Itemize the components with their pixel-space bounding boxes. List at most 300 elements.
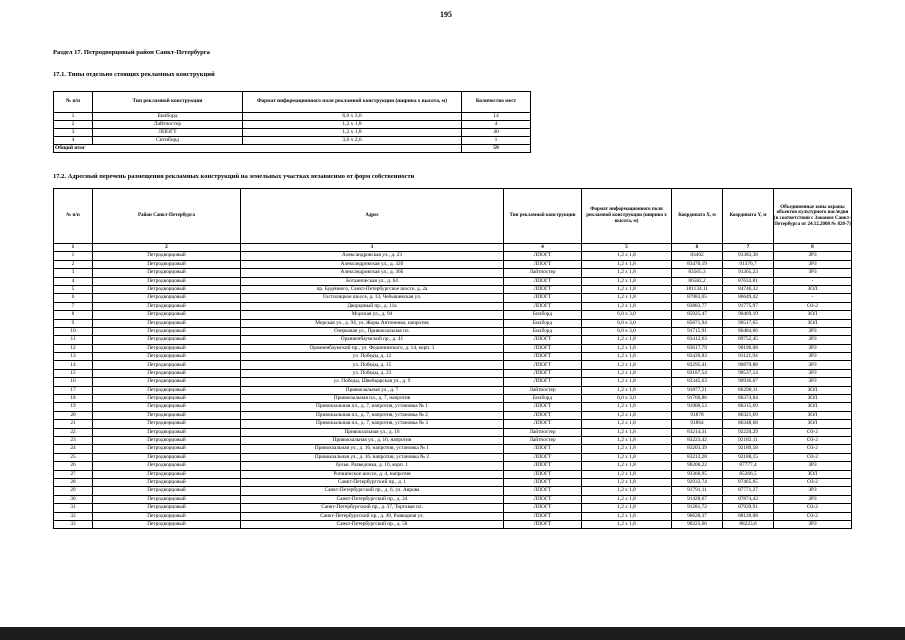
table-cell: 5 bbox=[54, 285, 93, 293]
table-cell: 3 bbox=[54, 129, 93, 137]
column-number-cell: 7 bbox=[723, 244, 774, 252]
page-number: 195 bbox=[440, 10, 452, 19]
table-row bbox=[54, 428, 852, 436]
table-cell: 90537,54 bbox=[723, 369, 774, 377]
table-cell: Лайтпостер bbox=[504, 428, 582, 436]
table-cell: 1,2 х 1,8 bbox=[582, 252, 672, 260]
table-row bbox=[54, 520, 852, 528]
table-cell: 1,2 х 1,8 bbox=[582, 420, 672, 428]
table-cell: ЗОЛ bbox=[774, 420, 852, 428]
table-cell: 33 bbox=[54, 520, 93, 528]
table-row bbox=[54, 269, 852, 277]
table-cell: 4 bbox=[54, 137, 93, 145]
table-cell: Петродворцовый bbox=[93, 478, 241, 486]
table-cell: - bbox=[774, 294, 852, 302]
table-cell: 83439,83 bbox=[672, 353, 723, 361]
table-cell: 1,2 х 1,8 bbox=[582, 487, 672, 495]
table-cell: 2 bbox=[54, 121, 93, 129]
types-total-label: Общий итог bbox=[54, 145, 462, 153]
table-cell: 83295,41 bbox=[672, 361, 723, 369]
table-cell: 91760,86 bbox=[672, 395, 723, 403]
table-cell: ЗРЗ bbox=[774, 336, 852, 344]
table-cell: Петродворцовый bbox=[93, 353, 241, 361]
table-cell: ОЗ-2 bbox=[774, 445, 852, 453]
table-row bbox=[54, 378, 852, 386]
addresses-header-cell: Координата Y, м bbox=[723, 189, 774, 244]
table-cell: ЛПОГТ bbox=[504, 252, 582, 260]
table-row bbox=[54, 478, 852, 486]
table-cell: Морская ул., д. 94 bbox=[241, 311, 504, 319]
column-number-cell: 2 bbox=[93, 244, 241, 252]
table-cell: Петродворцовый bbox=[93, 436, 241, 444]
table-cell: Озерковая ул., Привокзальная пл. bbox=[241, 327, 504, 335]
table-cell: Привокзальная ул., д. 16, напротив, установка № 1 bbox=[241, 445, 504, 453]
table-cell: ОЗ-2 bbox=[774, 436, 852, 444]
table-cell: ОЗ-2 bbox=[774, 512, 852, 520]
table-cell: 90196,08 bbox=[723, 344, 774, 352]
table-cell: Ораниенбаумский пр., д. 41 bbox=[241, 336, 504, 344]
table-cell: Санкт-Петербургский пр., д. 1 bbox=[241, 478, 504, 486]
table-cell: ЗРЗ bbox=[774, 462, 852, 470]
table-row bbox=[54, 512, 852, 520]
table-cell: ЛПОГТ bbox=[504, 520, 582, 528]
table-cell: 1 bbox=[54, 113, 93, 121]
table-cell: 12 bbox=[54, 344, 93, 352]
table-cell: 83345,63 bbox=[672, 378, 723, 386]
table-row bbox=[54, 285, 852, 293]
column-number-cell: 1 bbox=[54, 244, 93, 252]
table-cell: ЛПОГТ bbox=[504, 470, 582, 478]
table-cell: 1,2 х 1,8 bbox=[243, 129, 462, 137]
table-cell: ОЗ-2 bbox=[774, 453, 852, 461]
table-cell: Петродворцовый bbox=[93, 311, 241, 319]
table-cell: ЗРЗ bbox=[774, 269, 852, 277]
table-cell: Петродворцовый bbox=[93, 386, 241, 394]
table-cell: 1,2 х 1,8 bbox=[582, 285, 672, 293]
table-row bbox=[54, 420, 852, 428]
table-cell: ЛПОГТ bbox=[504, 420, 582, 428]
table-row bbox=[54, 495, 852, 503]
addresses-header-cell: № п/п bbox=[54, 189, 93, 244]
table-cell: Привокзальная пл., д. 7, напротив bbox=[241, 395, 504, 403]
table-cell: 19 bbox=[54, 403, 93, 411]
table-cell: 87771,27 bbox=[723, 487, 774, 495]
table-cell: 1,2 х 1,8 bbox=[582, 336, 672, 344]
table-row bbox=[54, 129, 531, 137]
table-cell: 83617,79 bbox=[672, 344, 723, 352]
table-cell: 1,2 х 1,8 bbox=[582, 462, 672, 470]
table-cell: Петродворцовый bbox=[93, 512, 241, 520]
table-cell: Петродворцовый bbox=[93, 504, 241, 512]
table-cell: 87983,65 bbox=[672, 294, 723, 302]
table-cell: 83187,54 bbox=[672, 369, 723, 377]
table-cell: Петродворцовый bbox=[93, 336, 241, 344]
table-cell: 83470,19 bbox=[672, 260, 723, 268]
table-row bbox=[54, 462, 852, 470]
table-cell: Петродворцовый bbox=[93, 462, 241, 470]
table-cell: 1,2 х 1,8 bbox=[582, 369, 672, 377]
table-cell: ОЗ-2 bbox=[774, 504, 852, 512]
table-row bbox=[54, 353, 852, 361]
table-cell: Привокзальная пл., д. 7, напротив, установка № 2 bbox=[241, 411, 504, 419]
table-cell: 6 bbox=[54, 294, 93, 302]
table-cell: 3,6 х 2,6 bbox=[243, 137, 462, 145]
table-cell: 91900,53 bbox=[672, 403, 723, 411]
table-cell: Дворцовый пр., д. 11а bbox=[241, 302, 504, 310]
table-row bbox=[54, 260, 852, 268]
table-cell: ЛПОГТ bbox=[504, 487, 582, 495]
table-row bbox=[54, 336, 852, 344]
table-row bbox=[54, 344, 852, 352]
table-cell: 9 bbox=[54, 319, 93, 327]
table-cell: 1,2 х 1,8 bbox=[582, 386, 672, 394]
table-cell: 24 bbox=[54, 445, 93, 453]
table-row bbox=[54, 113, 531, 121]
addresses-table-title: 17.2. Адресный перечень размещения рекламных конструкций на земельных участках независимо от форм собственности bbox=[53, 173, 415, 180]
table-cell: ул. Победы, Швейцарская ул., д. 9 bbox=[241, 378, 504, 386]
table-cell: Петродворцовый bbox=[93, 269, 241, 277]
table-cell: ул. Победы, д. 15 bbox=[241, 361, 504, 369]
table-cell: 1,2 х 1,8 bbox=[582, 428, 672, 436]
types-header-cell: Формат информационного поля рекламной конструкции (ширина х высота, м) bbox=[243, 92, 462, 113]
table-cell: 28 bbox=[54, 478, 93, 486]
table-cell: Ропшинское шоссе, д. 4, напротив bbox=[241, 470, 504, 478]
table-cell: Привокзальная ул., д. 16, напротив bbox=[241, 436, 504, 444]
table-cell: 86321,69 bbox=[723, 411, 774, 419]
table-cell: 1,2 х 1,8 bbox=[582, 344, 672, 352]
table-cell: ЗРЗ bbox=[774, 252, 852, 260]
table-row bbox=[54, 319, 852, 327]
table-cell: Александровская ул., д. 32б bbox=[241, 260, 504, 268]
addresses-table bbox=[53, 188, 852, 529]
table-row bbox=[54, 487, 852, 495]
table-cell: ЛПОГТ bbox=[504, 403, 582, 411]
table-cell: Петродворцовый bbox=[93, 294, 241, 302]
table-cell: Ботаническая ул., д. 64 bbox=[241, 277, 504, 285]
table-cell: Петродворцовый bbox=[93, 495, 241, 503]
table-cell: ЛПОГТ bbox=[504, 260, 582, 268]
table-cell: 1,2 х 1,8 bbox=[582, 470, 672, 478]
table-cell: Привокзальная ул., д. 7 bbox=[241, 386, 504, 394]
table-cell: 85266,5 bbox=[723, 470, 774, 478]
table-cell: ЛПОГТ bbox=[504, 336, 582, 344]
table-cell: 87777,4 bbox=[723, 462, 774, 470]
table-cell: Гостилицкое шоссе, д. 13, Чебышевская ул. bbox=[241, 294, 504, 302]
table-row bbox=[54, 445, 852, 453]
table-row bbox=[54, 470, 852, 478]
table-cell: 91376,7 bbox=[723, 260, 774, 268]
table-cell: Петродворцовый bbox=[93, 428, 241, 436]
table-cell: ЛПОГТ bbox=[504, 512, 582, 520]
table-cell: 1,2 х 1,8 bbox=[582, 403, 672, 411]
table-cell: Привокзальная ул., д. 16 bbox=[241, 428, 504, 436]
types-header-row bbox=[54, 92, 531, 113]
table-cell: 90469,19 bbox=[723, 311, 774, 319]
table-cell: 6,0 х 3,0 bbox=[582, 395, 672, 403]
table-cell: 1,2 х 1,8 bbox=[582, 411, 672, 419]
table-cell: ЗРЗ bbox=[774, 520, 852, 528]
table-cell: 83883,77 bbox=[672, 302, 723, 310]
table-cell: ЛПОГТ bbox=[504, 302, 582, 310]
table-cell: Морская ул., д. 94, ул. Жоры Антоненко, напротив bbox=[241, 319, 504, 327]
table-cell: ЗРЗ bbox=[774, 260, 852, 268]
table-cell: 84746,32 bbox=[723, 285, 774, 293]
table-cell: 85925,47 bbox=[672, 311, 723, 319]
table-cell: ул. Победы, д. 23 bbox=[241, 369, 504, 377]
table-cell: ЛПОГТ bbox=[504, 353, 582, 361]
table-cell: ЛПОГТ bbox=[504, 294, 582, 302]
table-cell: 1,2 х 1,8 bbox=[582, 277, 672, 285]
table-row bbox=[54, 361, 852, 369]
table-cell: 21 bbox=[54, 420, 93, 428]
table-cell: 1,2 х 1,8 bbox=[582, 445, 672, 453]
table-cell: Санкт-Петербургский пр., д. 58 bbox=[241, 520, 504, 528]
table-cell: 32 bbox=[54, 512, 93, 520]
table-cell: 92189,58 bbox=[723, 445, 774, 453]
table-cell: ЗРЗ bbox=[774, 487, 852, 495]
table-cell: Петродворцовый bbox=[93, 252, 241, 260]
table-cell: Петродворцовый bbox=[93, 327, 241, 335]
table-cell: 83214,31 bbox=[672, 428, 723, 436]
table-cell: ул. Победы, д. 12 bbox=[241, 353, 504, 361]
table-cell: ЛПОГТ bbox=[504, 344, 582, 352]
table-cell: 91877,21 bbox=[672, 386, 723, 394]
table-cell: 1,2 х 1,8 bbox=[582, 495, 672, 503]
table-cell: 92182,11 bbox=[723, 436, 774, 444]
table-cell: ЗРЗ bbox=[774, 361, 852, 369]
table-cell: Петродворцовый bbox=[93, 302, 241, 310]
table-cell: ЛПОГТ bbox=[504, 453, 582, 461]
table-cell: 93366,95 bbox=[672, 470, 723, 478]
table-cell: ЛПОГТ bbox=[504, 504, 582, 512]
table-cell: Петродворцовый bbox=[93, 285, 241, 293]
table-cell: Санкт-Петербургский пр., д. 24 bbox=[241, 495, 504, 503]
table-cell: Петродворцовый bbox=[93, 369, 241, 377]
table-cell: 14 bbox=[54, 361, 93, 369]
table-row bbox=[54, 403, 852, 411]
table-cell: 1 bbox=[462, 137, 531, 145]
table-cell: 10 bbox=[54, 327, 93, 335]
table-cell: Привокзальная пл., д. 7, напротив, установка № 1 bbox=[241, 403, 504, 411]
table-cell: 86315,69 bbox=[723, 403, 774, 411]
table-row bbox=[54, 436, 852, 444]
table-cell: пр. Будённого, Санкт-Петербургское шоссе, д. 2а bbox=[241, 285, 504, 293]
table-cell: 91864 bbox=[672, 420, 723, 428]
table-cell: 91365,23 bbox=[723, 269, 774, 277]
table-cell: 83223,42 bbox=[672, 436, 723, 444]
table-cell: 83402 bbox=[672, 252, 723, 260]
table-cell: ОЗ-2 bbox=[774, 302, 852, 310]
addresses-header-cell: Координата X, м bbox=[672, 189, 723, 244]
table-cell: ОЗ-2 bbox=[774, 428, 852, 436]
types-table bbox=[53, 91, 531, 153]
table-row bbox=[54, 504, 852, 512]
table-cell: Петродворцовый bbox=[93, 395, 241, 403]
table-cell: 1,2 х 1,8 bbox=[582, 361, 672, 369]
table-cell: 1,2 х 1,8 bbox=[582, 520, 672, 528]
addresses-header-row bbox=[54, 189, 852, 244]
table-cell: ЛПОГТ bbox=[504, 495, 582, 503]
table-cell: ЛПОГТ bbox=[504, 285, 582, 293]
table-cell: Санкт-Петербургский пр., д. 37, Торговая пл. bbox=[241, 504, 504, 512]
table-cell: 91715,91 bbox=[672, 327, 723, 335]
table-cell: ЗОЛ bbox=[774, 311, 852, 319]
table-cell: 3 bbox=[54, 269, 93, 277]
table-cell: Петродворцовый bbox=[93, 470, 241, 478]
table-row bbox=[54, 386, 852, 394]
types-header-cell: № п/п bbox=[54, 92, 93, 113]
table-cell: Санкт-Петербургский пр., д. 6, ул. Аврова bbox=[241, 487, 504, 495]
table-cell: ЗОЛ bbox=[774, 319, 852, 327]
table-row bbox=[54, 277, 852, 285]
table-cell: 86374,84 bbox=[723, 395, 774, 403]
types-table-body bbox=[54, 113, 531, 145]
table-cell: 7 bbox=[54, 302, 93, 310]
table-row bbox=[54, 121, 531, 129]
table-row bbox=[54, 395, 852, 403]
table-row bbox=[54, 453, 852, 461]
table-cell: 1,2 х 1,8 bbox=[582, 478, 672, 486]
table-cell: 23 bbox=[54, 436, 93, 444]
table-cell: - bbox=[774, 277, 852, 285]
table-cell: 86290,11 bbox=[723, 386, 774, 394]
table-cell: Ораниенбаумский пр., ул. Федюнинского, д. 14, корп. 1 bbox=[241, 344, 504, 352]
table-cell: 87939,91 bbox=[723, 504, 774, 512]
table-cell: ЛПОГТ bbox=[93, 129, 243, 137]
table-cell: 1,2 х 1,8 bbox=[582, 512, 672, 520]
table-row bbox=[54, 327, 852, 335]
addresses-table-body bbox=[54, 244, 852, 529]
table-cell: 86348,68 bbox=[723, 420, 774, 428]
table-cell: 26 bbox=[54, 462, 93, 470]
table-cell: Петродворцовый bbox=[93, 520, 241, 528]
table-cell: Билборд bbox=[504, 319, 582, 327]
table-cell: 1,2 х 1,8 bbox=[582, 353, 672, 361]
table-cell: ЛПОГТ bbox=[504, 361, 582, 369]
table-cell: Лайтпостер bbox=[93, 121, 243, 129]
table-cell: ЗРЗ bbox=[774, 353, 852, 361]
table-cell: Петродворцовый bbox=[93, 344, 241, 352]
table-cell: 87633,81 bbox=[723, 277, 774, 285]
table-cell: Петродворцовый bbox=[93, 445, 241, 453]
table-cell: 87465,65 bbox=[723, 478, 774, 486]
table-row bbox=[54, 411, 852, 419]
table-cell: ЗОЛ bbox=[774, 395, 852, 403]
table-cell: Билборд bbox=[504, 311, 582, 319]
table-cell: 17 bbox=[54, 386, 93, 394]
table-cell: ЗРЗ bbox=[774, 344, 852, 352]
table-cell: ЗРЗ bbox=[774, 378, 852, 386]
table-cell: 1,2 х 1,8 bbox=[582, 504, 672, 512]
table-cell: Петродворцовый bbox=[93, 260, 241, 268]
table-cell: 86582,2 bbox=[672, 277, 723, 285]
table-cell: 20 bbox=[54, 411, 93, 419]
table-cell: 90879,88 bbox=[723, 361, 774, 369]
table-cell: 1,2 х 1,8 bbox=[582, 453, 672, 461]
table-cell: 90628,37 bbox=[672, 512, 723, 520]
column-number-cell: 3 bbox=[241, 244, 504, 252]
table-cell: ЗРЗ bbox=[774, 327, 852, 335]
table-cell: 15 bbox=[54, 369, 93, 377]
table-cell: 1,2 х 1,8 bbox=[243, 121, 462, 129]
column-number-cell: 4 bbox=[504, 244, 582, 252]
table-cell: 6,0 х 3,0 bbox=[243, 113, 462, 121]
table-cell: 86484,06 bbox=[723, 327, 774, 335]
table-cell: 88128,08 bbox=[723, 512, 774, 520]
table-cell: 13 bbox=[54, 353, 93, 361]
table-cell: 31 bbox=[54, 504, 93, 512]
table-cell: 92188,15 bbox=[723, 453, 774, 461]
table-cell: ЗОЛ bbox=[774, 470, 852, 478]
table-cell: Петродворцовый bbox=[93, 378, 241, 386]
table-cell: Петродворцовый bbox=[93, 453, 241, 461]
table-cell: 22 bbox=[54, 428, 93, 436]
addresses-header-cell: Адрес bbox=[241, 189, 504, 244]
table-cell: ЗОЛ bbox=[774, 285, 852, 293]
table-cell: 89752,45 bbox=[723, 336, 774, 344]
types-total-value: 59 bbox=[462, 145, 531, 153]
table-cell: Билборд bbox=[504, 327, 582, 335]
table-cell: Петродворцовый bbox=[93, 420, 241, 428]
table-cell: 83565,3 bbox=[672, 269, 723, 277]
addresses-header-cell: Тип рекламной конструкции bbox=[504, 189, 582, 244]
table-cell: Билборд bbox=[504, 395, 582, 403]
table-cell: 11 bbox=[54, 336, 93, 344]
table-cell: 91281,72 bbox=[672, 504, 723, 512]
table-cell: Билборд bbox=[93, 113, 243, 121]
table-cell: 1,2 х 1,8 bbox=[582, 269, 672, 277]
table-cell: ЛПОГТ bbox=[504, 445, 582, 453]
table-cell: ЛПОГТ bbox=[504, 378, 582, 386]
table-row bbox=[54, 311, 852, 319]
table-cell: 14 bbox=[462, 113, 531, 121]
table-cell: 91775,97 bbox=[723, 302, 774, 310]
types-header-cell: Количество мест bbox=[462, 92, 531, 113]
table-cell: Петродворцовый bbox=[93, 277, 241, 285]
table-cell: 6,0 х 3,0 bbox=[582, 327, 672, 335]
table-cell: 91878 bbox=[672, 411, 723, 419]
table-cell: 1,2 х 1,8 bbox=[582, 436, 672, 444]
addresses-header-cell: Район Санкт-Петербурга bbox=[93, 189, 241, 244]
table-cell: Ситиборд bbox=[93, 137, 243, 145]
table-cell: 6,0 х 3,0 bbox=[582, 319, 672, 327]
table-cell: 4 bbox=[54, 277, 93, 285]
table-cell: 86649,42 bbox=[723, 294, 774, 302]
table-cell: Привокзальная пл., д. 7, напротив, установка № 3 bbox=[241, 420, 504, 428]
table-row bbox=[54, 137, 531, 145]
column-number-cell: 8 bbox=[774, 244, 852, 252]
table-cell: 92933,74 bbox=[672, 478, 723, 486]
types-table-title: 17.1. Типы отдельно стоящих рекламных конструкций bbox=[53, 71, 215, 78]
table-cell: 30 bbox=[54, 495, 93, 503]
table-cell: Привокзальная ул., д. 16, напротив, установка № 2 bbox=[241, 453, 504, 461]
table-cell: 91121,94 bbox=[723, 353, 774, 361]
table-cell: ЛПОГТ bbox=[504, 462, 582, 470]
table-cell: 91383,38 bbox=[723, 252, 774, 260]
table-cell: Александровская ул., д. 36б bbox=[241, 269, 504, 277]
section-title: Раздел 17. Петродворцовый район Санкт-Петербурга bbox=[53, 49, 210, 56]
table-cell: 87874,42 bbox=[723, 495, 774, 503]
table-cell: Лайтпостер bbox=[504, 386, 582, 394]
table-cell: 91791,11 bbox=[672, 487, 723, 495]
scan-bottom-edge bbox=[0, 627, 905, 640]
table-cell: 85871,94 bbox=[672, 319, 723, 327]
table-cell: 4 bbox=[462, 121, 531, 129]
table-cell: 83412,63 bbox=[672, 336, 723, 344]
table-cell: 90936,07 bbox=[723, 378, 774, 386]
table-row bbox=[54, 252, 852, 260]
table-cell: 1,2 х 1,8 bbox=[582, 302, 672, 310]
